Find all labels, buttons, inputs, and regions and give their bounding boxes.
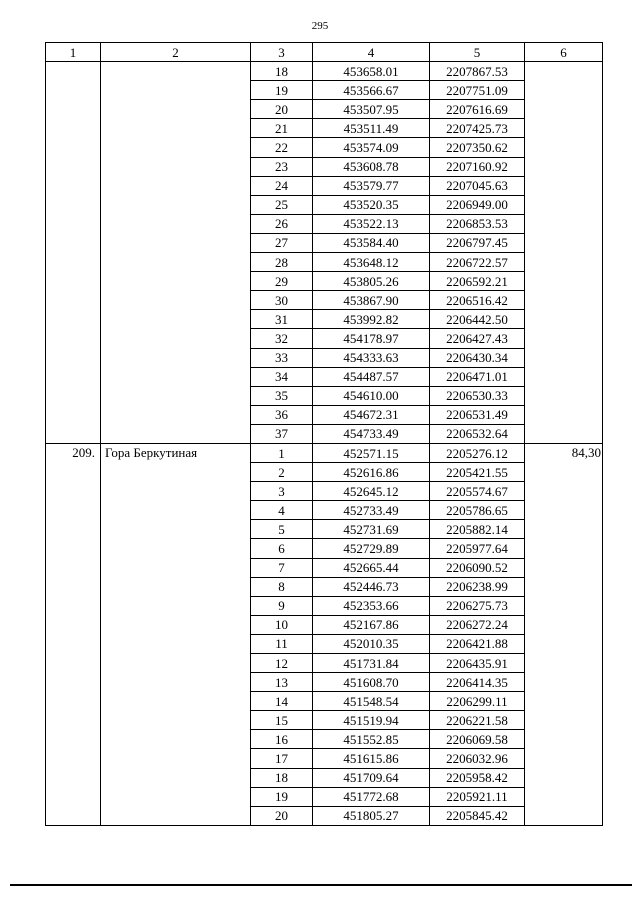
- coord-x: 451772.68: [313, 787, 430, 806]
- point-number: 9: [251, 596, 313, 615]
- coord-y: 2205921.11: [430, 787, 525, 806]
- coord-y: 2206275.73: [430, 596, 525, 615]
- section-area: 84,30: [525, 443, 603, 825]
- point-number: 28: [251, 253, 313, 272]
- point-number: 20: [251, 806, 313, 825]
- coord-x: 454733.49: [313, 424, 430, 443]
- point-number: 29: [251, 272, 313, 291]
- coord-x: 452645.12: [313, 482, 430, 501]
- coord-x: 452729.89: [313, 539, 430, 558]
- coord-y: 2206032.96: [430, 749, 525, 768]
- coord-x: 451519.94: [313, 711, 430, 730]
- coord-y: 2206531.49: [430, 405, 525, 424]
- coord-x: 453520.35: [313, 195, 430, 214]
- point-number: 15: [251, 711, 313, 730]
- header-col-1: 1: [46, 43, 101, 62]
- coord-x: 452731.69: [313, 520, 430, 539]
- coord-y: 2205977.64: [430, 539, 525, 558]
- coord-x: 453507.95: [313, 100, 430, 119]
- table-row: [46, 443, 603, 462]
- coord-x: 452353.66: [313, 596, 430, 615]
- point-number: 25: [251, 195, 313, 214]
- point-number: 36: [251, 405, 313, 424]
- coord-y: 2206442.50: [430, 310, 525, 329]
- coord-x: 453648.12: [313, 253, 430, 272]
- coord-y: 2206090.52: [430, 558, 525, 577]
- coord-y: 2205845.42: [430, 806, 525, 825]
- coord-y: 2206471.01: [430, 367, 525, 386]
- header-col-6: 6: [525, 43, 603, 62]
- header-row: [46, 43, 603, 62]
- coord-y: 2206722.57: [430, 253, 525, 272]
- point-number: 6: [251, 539, 313, 558]
- coord-x: 453867.90: [313, 291, 430, 310]
- header-col-5: 5: [430, 43, 525, 62]
- coord-y: 2207350.62: [430, 138, 525, 157]
- section-number: [46, 62, 101, 444]
- point-number: 19: [251, 81, 313, 100]
- point-number: 16: [251, 730, 313, 749]
- coord-y: 2206853.53: [430, 214, 525, 233]
- point-number: 32: [251, 329, 313, 348]
- coord-x: 452665.44: [313, 558, 430, 577]
- point-number: 22: [251, 138, 313, 157]
- coord-x: 452616.86: [313, 463, 430, 482]
- coord-x: 453522.13: [313, 214, 430, 233]
- coord-y: 2206430.34: [430, 348, 525, 367]
- coord-x: 452167.86: [313, 615, 430, 634]
- coord-x: 453574.09: [313, 138, 430, 157]
- coord-y: 2206435.91: [430, 654, 525, 673]
- coord-x: 453608.78: [313, 157, 430, 176]
- point-number: 18: [251, 768, 313, 787]
- coord-x: 453658.01: [313, 62, 430, 81]
- coord-y: 2207160.92: [430, 157, 525, 176]
- coord-y: 2207751.09: [430, 81, 525, 100]
- point-number: 30: [251, 291, 313, 310]
- coord-y: 2206797.45: [430, 233, 525, 252]
- table-row: [46, 62, 603, 81]
- coord-y: 2206532.64: [430, 424, 525, 443]
- coord-x: 451805.27: [313, 806, 430, 825]
- coord-y: 2205882.14: [430, 520, 525, 539]
- coord-y: 2206221.58: [430, 711, 525, 730]
- section-area: [525, 62, 603, 444]
- point-number: 20: [251, 100, 313, 119]
- coord-y: 2206592.21: [430, 272, 525, 291]
- coord-x: 454178.97: [313, 329, 430, 348]
- coord-y: 2205574.67: [430, 482, 525, 501]
- coord-x: 451709.64: [313, 768, 430, 787]
- point-number: 21: [251, 119, 313, 138]
- point-number: 2: [251, 463, 313, 482]
- coord-y: 2206272.24: [430, 615, 525, 634]
- coord-x: 452010.35: [313, 634, 430, 653]
- point-number: 1: [251, 443, 313, 462]
- point-number: 14: [251, 692, 313, 711]
- point-number: 33: [251, 348, 313, 367]
- section-name: [101, 62, 251, 444]
- coord-x: 452446.73: [313, 577, 430, 596]
- coord-y: 2206516.42: [430, 291, 525, 310]
- coord-x: 451615.86: [313, 749, 430, 768]
- coord-x: 453579.77: [313, 176, 430, 195]
- point-number: 35: [251, 386, 313, 405]
- coord-y: 2206421.88: [430, 634, 525, 653]
- table-body: [46, 62, 603, 826]
- page-number: 295: [311, 20, 329, 32]
- coord-x: 453511.49: [313, 119, 430, 138]
- header-col-2: 2: [101, 43, 251, 62]
- coord-x: 453992.82: [313, 310, 430, 329]
- coord-x: 454672.31: [313, 405, 430, 424]
- point-number: 31: [251, 310, 313, 329]
- coord-y: 2206299.11: [430, 692, 525, 711]
- coord-y: 2207045.63: [430, 176, 525, 195]
- coord-y: 2205421.55: [430, 463, 525, 482]
- coord-x: 453805.26: [313, 272, 430, 291]
- footer-divider: [10, 884, 632, 886]
- coord-y: 2206427.43: [430, 329, 525, 348]
- coord-y: 2206069.58: [430, 730, 525, 749]
- point-number: 11: [251, 634, 313, 653]
- header-col-4: 4: [313, 43, 430, 62]
- coord-x: 454610.00: [313, 386, 430, 405]
- coord-x: 451548.54: [313, 692, 430, 711]
- point-number: 34: [251, 367, 313, 386]
- point-number: 12: [251, 654, 313, 673]
- coord-y: 2205958.42: [430, 768, 525, 787]
- point-number: 10: [251, 615, 313, 634]
- coord-x: 452733.49: [313, 501, 430, 520]
- coord-y: 2206530.33: [430, 386, 525, 405]
- coordinates-table: [45, 42, 603, 826]
- coord-y: 2207867.53: [430, 62, 525, 81]
- point-number: 17: [251, 749, 313, 768]
- point-number: 26: [251, 214, 313, 233]
- point-number: 18: [251, 62, 313, 81]
- coord-x: 451731.84: [313, 654, 430, 673]
- coord-y: 2207425.73: [430, 119, 525, 138]
- coord-y: 2206238.99: [430, 577, 525, 596]
- coord-x: 451608.70: [313, 673, 430, 692]
- coord-y: 2205276.12: [430, 443, 525, 462]
- point-number: 5: [251, 520, 313, 539]
- point-number: 13: [251, 673, 313, 692]
- point-number: 23: [251, 157, 313, 176]
- point-number: 4: [251, 501, 313, 520]
- coord-y: 2206949.00: [430, 195, 525, 214]
- coord-y: 2205786.65: [430, 501, 525, 520]
- point-number: 7: [251, 558, 313, 577]
- coord-x: 454333.63: [313, 348, 430, 367]
- header-col-3: 3: [251, 43, 313, 62]
- coord-y: 2207616.69: [430, 100, 525, 119]
- point-number: 3: [251, 482, 313, 501]
- coord-x: 453584.40: [313, 233, 430, 252]
- point-number: 19: [251, 787, 313, 806]
- coord-x: 451552.85: [313, 730, 430, 749]
- section-number: 209.: [46, 443, 101, 825]
- section-name: Гора Беркутиная: [101, 443, 251, 825]
- point-number: 24: [251, 176, 313, 195]
- point-number: 37: [251, 424, 313, 443]
- point-number: 8: [251, 577, 313, 596]
- coord-x: 452571.15: [313, 443, 430, 462]
- coord-y: 2206414.35: [430, 673, 525, 692]
- coord-x: 453566.67: [313, 81, 430, 100]
- coord-x: 454487.57: [313, 367, 430, 386]
- point-number: 27: [251, 233, 313, 252]
